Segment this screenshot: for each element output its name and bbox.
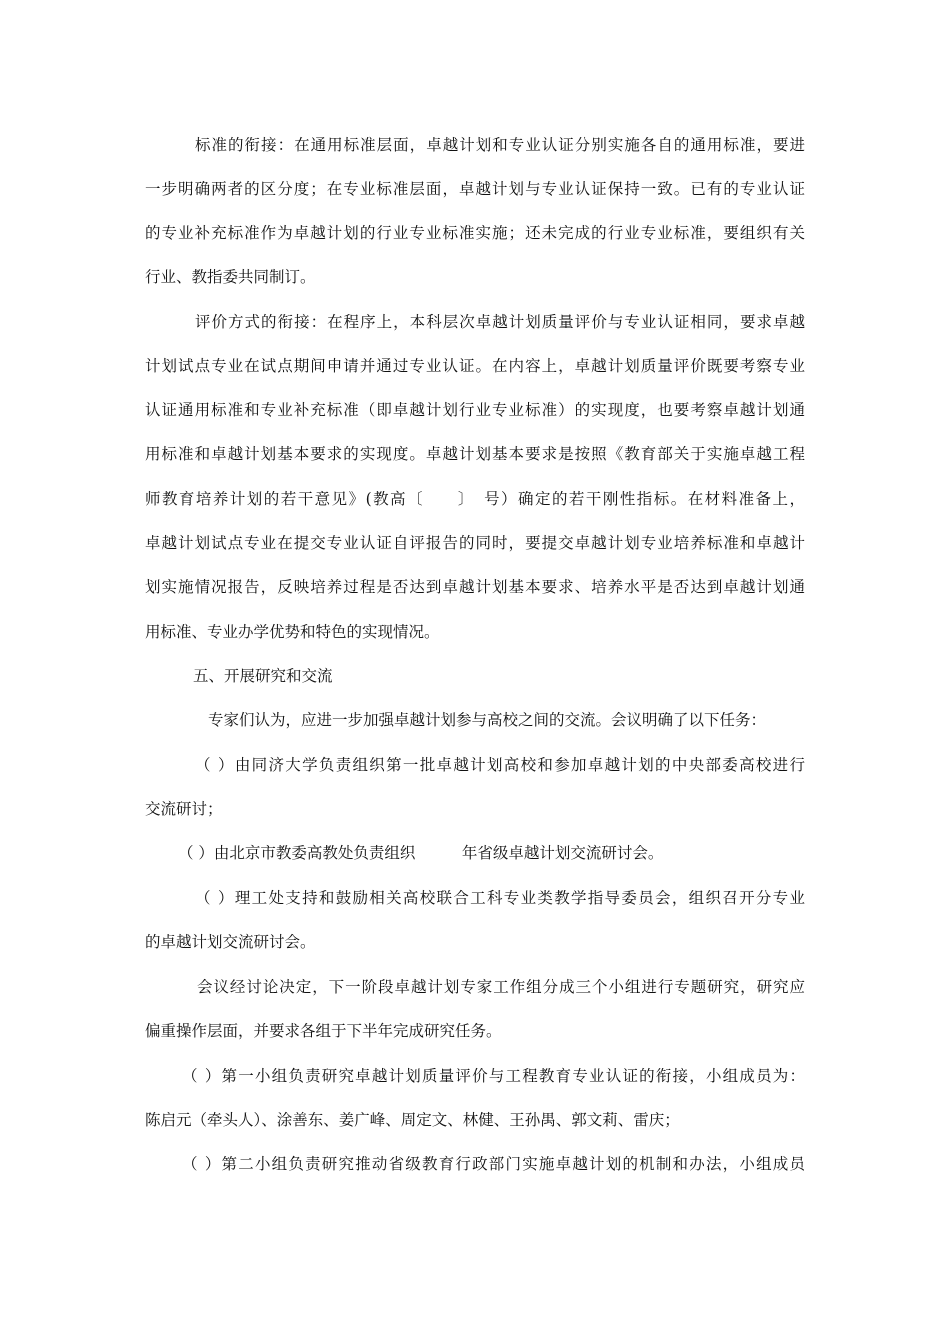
list-item-line: 交流研讨； <box>145 800 223 818</box>
paragraph-line: 认证通用标准和专业补充标准（即卓越计划行业专业标准）的实现度，也要考察卓越计划通 <box>145 401 805 419</box>
paragraph-line: 的专业补充标准作为卓越计划的行业专业标准实施；还未完成的行业专业标准，要组织有关 <box>145 224 805 242</box>
paragraph-line: 师教育培养计划的若干意见》(教高〔 〕 号）确定的若干刚性指标。在材料准备上， <box>145 490 805 508</box>
section-heading: 五、开展研究和交流 <box>193 667 333 685</box>
paragraph-line: 偏重操作层面，并要求各组于下半年完成研究任务。 <box>145 1022 502 1040</box>
paragraph-line: 划实施情况报告，反映培养过程是否达到卓越计划基本要求、培养水平是否达到卓越计划通 <box>145 578 805 596</box>
paragraph-line: 卓越计划试点专业在提交专业认证自评报告的同时，要提交卓越计划专业培养标准和卓越计 <box>145 534 805 552</box>
paragraph-line: 行业、教指委共同制订。 <box>145 268 316 286</box>
paragraph-line: 标准的衔接：在通用标准层面，卓越计划和专业认证分别实施各自的通用标准，要进 <box>195 136 805 154</box>
paragraph-line: 会议经讨论决定，下一阶段卓越计划专家工作组分成三个小组进行专题研究，研究应 <box>197 978 805 996</box>
paragraph-line: 一步明确两者的区分度；在专业标准层面，卓越计划与专业认证保持一致。已有的专业认证 <box>145 180 805 198</box>
list-item-line: （ ）由北京市教委高教处负责组织 年省级卓越计划交流研讨会。 <box>178 844 664 862</box>
list-item-line: （ ）第二小组负责研究推动省级教育行政部门实施卓越计划的机制和办法，小组成员 <box>182 1155 805 1173</box>
paragraph-line: 专家们认为，应进一步加强卓越计划参与高校之间的交流。会议明确了以下任务： <box>208 711 767 729</box>
paragraph-line: 用标准和卓越计划基本要求的实现度。卓越计划基本要求是按照《教育部关于实施卓越工程 <box>145 445 805 463</box>
list-item-line: （ ）理工处支持和鼓励相关高校联合工科专业类教学指导委员会，组织召开分专业 <box>195 889 805 907</box>
paragraph-line: 计划试点专业在试点期间申请并通过专业认证。在内容上，卓越计划质量评价既要考察专业 <box>145 357 805 375</box>
list-item-line: 陈启元（牵头人）、涂善东、姜广峰、周定文、林健、王孙禺、郭文莉、雷庆； <box>145 1111 680 1129</box>
list-item-line: 的卓越计划交流研讨会。 <box>145 933 316 951</box>
paragraph-line: 评价方式的衔接：在程序上，本科层次卓越计划质量评价与专业认证相同，要求卓越 <box>195 313 805 331</box>
list-item-line: （ ）由同济大学负责组织第一批卓越计划高校和参加卓越计划的中央部委高校进行 <box>195 756 805 774</box>
list-item-line: （ ）第一小组负责研究卓越计划质量评价与工程教育专业认证的衔接，小组成员为： <box>182 1067 805 1085</box>
paragraph-line: 用标准、专业办学优势和特色的实现情况。 <box>145 623 440 641</box>
